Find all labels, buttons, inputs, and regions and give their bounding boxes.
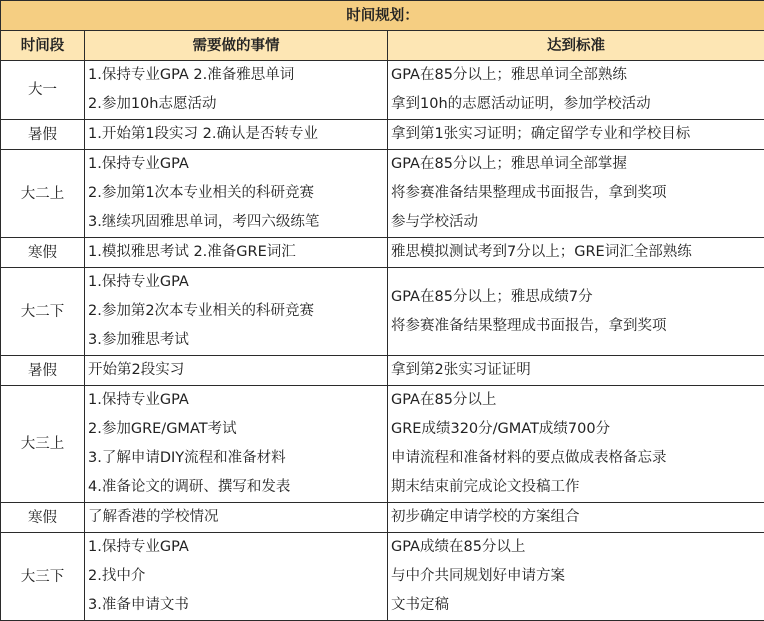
task-line: 1.开始第1段实习 2.确认是否转专业: [88, 120, 384, 149]
goal-line: 文书定稿: [391, 591, 761, 620]
header-period: 时间段: [1, 31, 85, 61]
task-line: 3.继续巩固雅思单词，考四六级练笔: [88, 208, 384, 237]
tasks-cell: [85, 533, 388, 621]
task-line: 2.参加第2次本专业相关的科研竞赛: [88, 297, 384, 326]
task-line: 1.保持专业GPA 2.准备雅思单词: [88, 61, 384, 90]
goal-line: 拿到第2张实习证证明: [391, 356, 761, 385]
goal-line: 初步确定申请学校的方案组合: [391, 503, 761, 532]
task-line: 3.了解申请DIY流程和准备材料: [88, 444, 384, 473]
task-line: 2.参加第1次本专业相关的科研竞赛: [88, 179, 384, 208]
goal-line: 拿到第1张实习证明；确定留学专业和学校目标: [391, 120, 761, 149]
task-line: 3.参加雅思考试: [88, 326, 384, 355]
table-row: [1, 503, 764, 533]
period-cell: 寒假: [1, 238, 85, 268]
goal-line: GPA在85分以上；雅思成绩7分: [391, 283, 761, 312]
table-row: [1, 386, 764, 503]
task-line: 3.准备申请文书: [88, 591, 384, 620]
task-line: 了解香港的学校情况: [88, 503, 384, 532]
task-line: 2.参加GRE/GMAT考试: [88, 415, 384, 444]
table-row: [1, 61, 764, 120]
table-row: [1, 238, 764, 268]
header-goals: 达到标准: [388, 31, 764, 61]
task-line: 1.保持专业GPA: [88, 150, 384, 179]
goals-cell: [388, 120, 764, 150]
tasks-cell: [85, 150, 388, 238]
goal-line: GPA在85分以上: [391, 386, 761, 415]
goals-cell: [388, 356, 764, 386]
table-row: [1, 150, 764, 238]
tasks-cell: [85, 356, 388, 386]
goals-cell: [388, 150, 764, 238]
period-cell: 大二下: [1, 268, 85, 356]
period-cell: 大三下: [1, 533, 85, 621]
tasks-cell: [85, 120, 388, 150]
goals-cell: [388, 238, 764, 268]
title-row: [1, 1, 764, 31]
goal-line: GPA成绩在85分以上: [391, 533, 761, 562]
task-line: 1.模拟雅思考试 2.准备GRE词汇: [88, 238, 384, 267]
period-cell: 暑假: [1, 120, 85, 150]
goal-line: 参与学校活动: [391, 208, 761, 237]
task-line: 1.保持专业GPA: [88, 386, 384, 415]
task-line: 开始第2段实习: [88, 356, 384, 385]
table-row: [1, 356, 764, 386]
goal-line: 与中介共同规划好申请方案: [391, 562, 761, 591]
tasks-cell: [85, 238, 388, 268]
goal-line: GRE成绩320分/GMAT成绩700分: [391, 415, 761, 444]
task-line: 4.准备论文的调研、撰写和发表: [88, 473, 384, 502]
goal-line: 申请流程和准备材料的要点做成表格备忘录: [391, 444, 761, 473]
tasks-cell: [85, 503, 388, 533]
table-row: [1, 120, 764, 150]
goal-line: 拿到10h的志愿活动证明，参加学校活动: [391, 90, 761, 119]
task-line: 2.找中介: [88, 562, 384, 591]
header-row: [1, 31, 764, 61]
table-body: [1, 61, 764, 621]
tasks-cell: [85, 268, 388, 356]
table-row: [1, 533, 764, 621]
period-cell: 暑假: [1, 356, 85, 386]
goal-line: 雅思模拟测试考到7分以上；GRE词汇全部熟练: [391, 238, 761, 267]
goal-line: GPA在85分以上；雅思单词全部熟练: [391, 61, 761, 90]
task-line: 1.保持专业GPA: [88, 268, 384, 297]
goal-line: GPA在85分以上；雅思单词全部掌握: [391, 150, 761, 179]
goal-line: 期末结束前完成论文投稿工作: [391, 473, 761, 502]
tasks-cell: [85, 61, 388, 120]
goal-line: 将参赛准备结果整理成书面报告，拿到奖项: [391, 179, 761, 208]
goals-cell: [388, 533, 764, 621]
goal-line: 将参赛准备结果整理成书面报告，拿到奖项: [391, 312, 761, 341]
tasks-cell: [85, 386, 388, 503]
table-row: [1, 268, 764, 356]
task-line: 1.保持专业GPA: [88, 533, 384, 562]
goals-cell: [388, 268, 764, 356]
table-title: 时间规划：: [1, 1, 764, 31]
goals-cell: [388, 386, 764, 503]
period-cell: 大三上: [1, 386, 85, 503]
period-cell: 寒假: [1, 503, 85, 533]
goals-cell: [388, 61, 764, 120]
task-line: 2.参加10h志愿活动: [88, 90, 384, 119]
goals-cell: [388, 503, 764, 533]
period-cell: 大一: [1, 61, 85, 120]
header-tasks: 需要做的事情: [85, 31, 388, 61]
period-cell: 大二上: [1, 150, 85, 238]
